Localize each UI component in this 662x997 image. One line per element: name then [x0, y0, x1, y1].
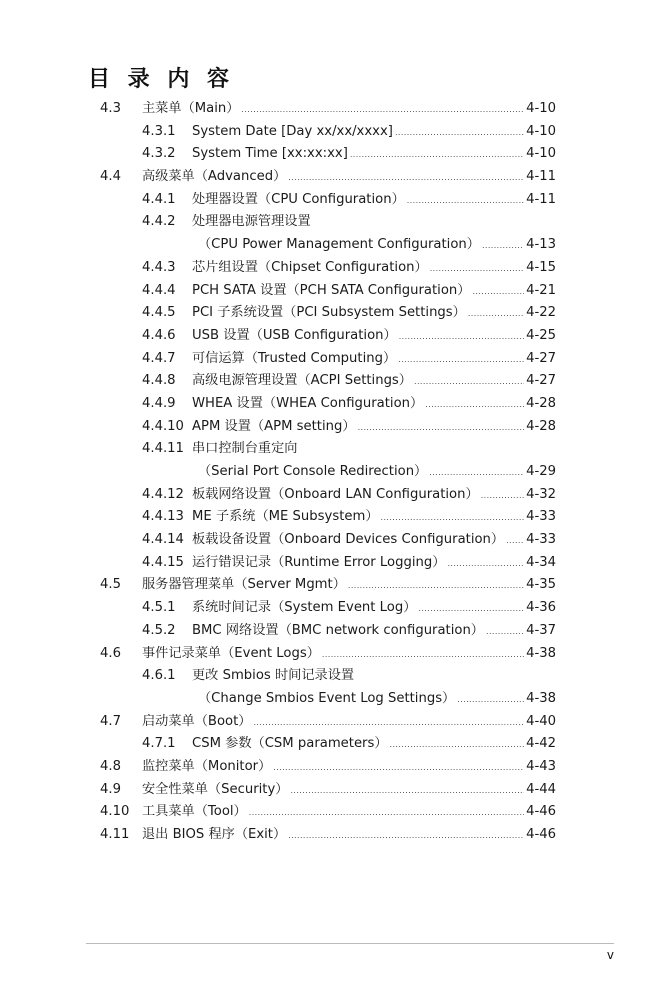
toc-entry-line: [142, 756, 556, 780]
toc-leader-dots: [290, 780, 524, 803]
toc-entry-page: 4-11: [526, 169, 556, 185]
toc-entry-page: 4-35: [526, 577, 556, 593]
toc-entry-page: 4-11: [526, 191, 556, 207]
toc-entry-title: 板载网络设置（Onboard LAN Configuration）: [192, 486, 479, 502]
toc-entry-number: 4.11: [100, 827, 130, 842]
toc-entry-title: 高级电源管理设置（ACPI Settings）: [192, 373, 412, 389]
toc-entry-page: 4-10: [526, 123, 556, 139]
toc-entry-line: [192, 733, 556, 757]
toc-entry-title: BMC 网络设置（BMC network configuration）: [192, 622, 484, 638]
toc-entry-number: 4.4.13: [142, 509, 184, 525]
toc-entry-number: 4.6.1: [142, 668, 176, 684]
toc-entry-title: （CPU Power Management Configuration）: [198, 237, 480, 253]
toc-entry[interactable]: [0, 711, 662, 734]
toc-entry-title: PCI 子系统设置（PCI Subsystem Settings）: [192, 305, 466, 321]
toc-entry[interactable]: [0, 370, 662, 393]
toc-entry-page: 4-28: [526, 395, 556, 411]
toc-entry-page: 4-37: [526, 622, 556, 638]
toc-entry-title: 更改 Smbios 时间记录设置: [192, 668, 355, 684]
toc-leader-dots: [407, 190, 524, 213]
toc-entry[interactable]: [0, 302, 662, 325]
toc-entry-line: [192, 143, 556, 167]
toc-entry-page: 4-32: [526, 486, 556, 502]
toc-leader-dots: [506, 530, 524, 553]
toc-leader-dots: [468, 303, 524, 326]
toc-entry-page: 4-13: [526, 237, 556, 253]
toc-entry[interactable]: [0, 733, 662, 756]
toc-entry[interactable]: [0, 121, 662, 144]
toc-entry-page: 4-27: [526, 373, 556, 389]
toc-entry[interactable]: [0, 257, 662, 280]
toc-entry-line: [192, 393, 556, 417]
toc-leader-dots: [429, 462, 524, 485]
toc-entry[interactable]: [0, 416, 662, 439]
toc-entry-line: [192, 665, 556, 688]
toc-leader-dots: [249, 802, 524, 825]
toc-entry-title: 服务器管理菜单（Server Mgmt）: [142, 577, 346, 593]
toc-entry-title: 系统时间记录（System Event Log）: [192, 600, 417, 616]
toc-entry-title: 主菜单（Main）: [142, 101, 240, 116]
toc-entry-line: [142, 801, 556, 825]
toc-entry[interactable]: [0, 756, 662, 779]
toc-entry-number: 4.4.5: [142, 305, 176, 321]
toc-entry[interactable]: [0, 824, 662, 847]
toc-entry-number: 4.3.2: [142, 146, 176, 162]
toc-entry-title: 板载设备设置（Onboard Devices Configuration）: [192, 532, 505, 548]
toc-entry-line: [192, 325, 556, 349]
toc-entry[interactable]: [0, 529, 662, 552]
toc-entry[interactable]: [0, 461, 662, 484]
toc-entry-line: [192, 189, 556, 213]
toc-entry-number: 4.10: [100, 804, 130, 820]
toc-entry[interactable]: [0, 665, 662, 688]
toc-leader-dots: [358, 417, 525, 440]
toc-entry[interactable]: [0, 280, 662, 303]
toc-entry-title: USB 设置（USB Configuration）: [192, 327, 397, 343]
toc-entry-number: 4.4.2: [142, 214, 176, 230]
toc-entry[interactable]: [0, 98, 662, 121]
toc-entry-line: [142, 824, 556, 848]
toc-entry[interactable]: [0, 393, 662, 416]
toc-leader-dots: [482, 235, 524, 258]
footer-divider: [86, 943, 614, 944]
toc-entry-line: [198, 234, 556, 258]
toc-entry[interactable]: [0, 189, 662, 212]
toc-entry[interactable]: [0, 484, 662, 507]
toc-entry-title: 运行错误记录（Runtime Error Logging）: [192, 554, 446, 570]
toc-entry-line: [142, 166, 556, 190]
toc-entry-line: [192, 506, 556, 530]
toc-leader-dots: [472, 281, 524, 304]
toc-entry-line: [192, 302, 556, 326]
toc-leader-dots: [430, 258, 524, 281]
toc-entry-page: 4-29: [526, 464, 556, 479]
toc-entry-number: 4.4.14: [142, 532, 184, 548]
toc-entry-page: 4-15: [526, 259, 556, 275]
toc-entry-number: 4.3: [100, 101, 121, 116]
toc-entry-number: 4.4.3: [142, 259, 176, 275]
toc-entry[interactable]: [0, 211, 662, 234]
toc-entry-number: 4.4.10: [142, 418, 184, 434]
toc-entry-line: [192, 620, 556, 644]
toc-entry[interactable]: [0, 506, 662, 529]
toc-leader-dots: [447, 553, 524, 576]
toc-entry-number: 4.4.4: [142, 282, 176, 298]
toc-entry-title: （Change Smbios Event Log Settings）: [198, 690, 456, 706]
toc-entry-page: 4-21: [526, 282, 556, 298]
toc-entry-page: 4-33: [526, 532, 556, 548]
toc-entry-title: System Date [Day xx/xx/xxxx]: [192, 123, 393, 139]
toc-entry-title: 监控菜单（Monitor）: [142, 758, 272, 774]
toc-entry-line: [142, 574, 556, 598]
toc-leader-dots: [481, 485, 524, 508]
toc-entry-page: 4-38: [526, 645, 556, 661]
toc-leader-dots: [414, 371, 524, 394]
toc-entry-line: [198, 688, 556, 712]
toc-entry[interactable]: [0, 597, 662, 620]
toc-entry-page: 4-36: [526, 600, 556, 616]
toc-entry-line: [198, 461, 556, 485]
toc-entry-title: （Serial Port Console Redirection）: [198, 464, 428, 479]
toc-entry-page: 4-10: [526, 146, 556, 162]
toc-entry-title: 工具菜单（Tool）: [142, 804, 247, 820]
toc-entry-title: 处理器电源管理设置: [192, 214, 311, 230]
toc-entry-number: 4.5.2: [142, 622, 176, 638]
toc-entry-title: ME 子系统（ME Subsystem）: [192, 509, 379, 525]
toc-entry-title: 启动菜单（Boot）: [142, 713, 252, 729]
toc-entry-title: CSM 参数（CSM parameters）: [192, 736, 388, 752]
toc-entry-title: 芯片组设置（Chipset Configuration）: [192, 259, 428, 275]
toc-entry[interactable]: [0, 574, 662, 597]
toc-entry-line: [192, 438, 556, 461]
toc-entry-title: WHEA 设置（WHEA Configuration）: [192, 395, 424, 411]
toc-entry-page: 4-40: [526, 713, 556, 729]
toc-entry-page: 4-44: [526, 781, 556, 797]
toc-leader-dots: [381, 507, 525, 530]
toc-entry-line: [142, 643, 556, 667]
toc-leader-dots: [418, 598, 524, 621]
toc-entry-line: [192, 529, 556, 553]
table-of-contents: [0, 98, 662, 847]
toc-entry-page: 4-38: [526, 690, 556, 706]
toc-entry-page: 4-25: [526, 327, 556, 343]
toc-entry-number: 4.4.15: [142, 554, 184, 570]
toc-entry-page: 4-10: [526, 101, 556, 116]
toc-entry-number: 4.4.12: [142, 486, 184, 502]
page-title: 目 录 内 容: [88, 67, 234, 92]
toc-entry-page: 4-33: [526, 509, 556, 525]
toc-entry-number: 4.4.1: [142, 191, 176, 207]
toc-entry-number: 4.4.11: [142, 441, 184, 457]
toc-entry-page: 4-42: [526, 736, 556, 752]
toc-leader-dots: [398, 349, 524, 372]
toc-entry-title: System Time [xx:xx:xx]: [192, 146, 348, 162]
toc-leader-dots: [425, 394, 524, 417]
toc-entry-number: 4.5.1: [142, 600, 176, 616]
toc-leader-dots: [322, 644, 524, 667]
toc-entry[interactable]: [0, 438, 662, 461]
toc-entry-title: 处理器设置（CPU Configuration）: [192, 191, 405, 207]
toc-entry-number: 4.4.9: [142, 395, 176, 411]
toc-entry-line: [192, 348, 556, 372]
toc-entry[interactable]: [0, 166, 662, 189]
toc-entry-number: 4.4.7: [142, 350, 176, 366]
toc-entry-number: 4.6: [100, 645, 121, 661]
toc-entry-page: 4-34: [526, 554, 556, 570]
toc-entry-title: 可信运算（Trusted Computing）: [192, 350, 397, 366]
toc-entry-title: 事件记录菜单（Event Logs）: [142, 645, 320, 661]
page-number: v: [606, 948, 614, 962]
toc-entry[interactable]: [0, 552, 662, 575]
toc-leader-dots: [273, 757, 524, 780]
toc-leader-dots: [288, 167, 524, 190]
toc-leader-dots: [390, 734, 525, 757]
toc-entry-page: 4-46: [526, 827, 556, 842]
toc-entry-title: 安全性菜单（Security）: [142, 781, 289, 797]
toc-entry-line: [192, 280, 556, 304]
toc-entry-title: 高级菜单（Advanced）: [142, 169, 287, 185]
toc-entry-number: 4.7.1: [142, 736, 176, 752]
toc-entry-number: 4.7: [100, 713, 121, 729]
toc-entry-number: 4.4.8: [142, 373, 176, 389]
toc-entry-title: 退出 BIOS 程序（Exit）: [142, 827, 287, 842]
toc-leader-dots: [457, 689, 524, 712]
toc-entry-number: 4.8: [100, 758, 121, 774]
toc-entry-number: 4.3.1: [142, 123, 176, 139]
toc-entry-line: [192, 597, 556, 621]
toc-entry-line: [192, 211, 556, 234]
toc-entry-line: [192, 370, 556, 394]
toc-entry[interactable]: [0, 348, 662, 371]
toc-entry-line: [192, 257, 556, 281]
toc-entry-line: [142, 779, 556, 803]
toc-entry[interactable]: [0, 325, 662, 348]
toc-leader-dots: [395, 122, 524, 145]
toc-leader-dots: [486, 621, 524, 644]
toc-entry-page: 4-43: [526, 758, 556, 774]
toc-entry[interactable]: [0, 779, 662, 802]
toc-entry-page: 4-27: [526, 350, 556, 366]
toc-entry-number: 4.4.6: [142, 327, 176, 343]
toc-leader-dots: [350, 144, 524, 167]
toc-entry-line: [192, 552, 556, 576]
toc-entry[interactable]: [0, 688, 662, 711]
toc-entry[interactable]: [0, 643, 662, 666]
toc-leader-dots: [241, 99, 524, 122]
toc-entry[interactable]: [0, 234, 662, 257]
toc-entry-page: 4-22: [526, 305, 556, 321]
toc-entry-line: [142, 711, 556, 735]
toc-entry[interactable]: [0, 143, 662, 166]
toc-entry-line: [192, 121, 556, 145]
toc-entry-line: [142, 98, 556, 122]
toc-entry-title: 串口控制台重定向: [192, 441, 298, 457]
toc-entry-title: PCH SATA 设置（PCH SATA Configuration）: [192, 282, 471, 298]
toc-entry[interactable]: [0, 620, 662, 643]
toc-entry-line: [192, 484, 556, 508]
toc-entry-page: 4-28: [526, 418, 556, 434]
toc-entry-line: [192, 416, 556, 440]
toc-entry-page: 4-46: [526, 804, 556, 820]
toc-leader-dots: [253, 712, 524, 735]
toc-entry-number: 4.5: [100, 577, 121, 593]
toc-entry-number: 4.9: [100, 781, 121, 797]
toc-entry[interactable]: [0, 801, 662, 824]
toc-leader-dots: [399, 326, 524, 349]
toc-leader-dots: [348, 575, 524, 598]
toc-entry-title: APM 设置（APM setting）: [192, 418, 356, 434]
toc-leader-dots: [288, 825, 524, 848]
toc-entry-number: 4.4: [100, 169, 121, 185]
